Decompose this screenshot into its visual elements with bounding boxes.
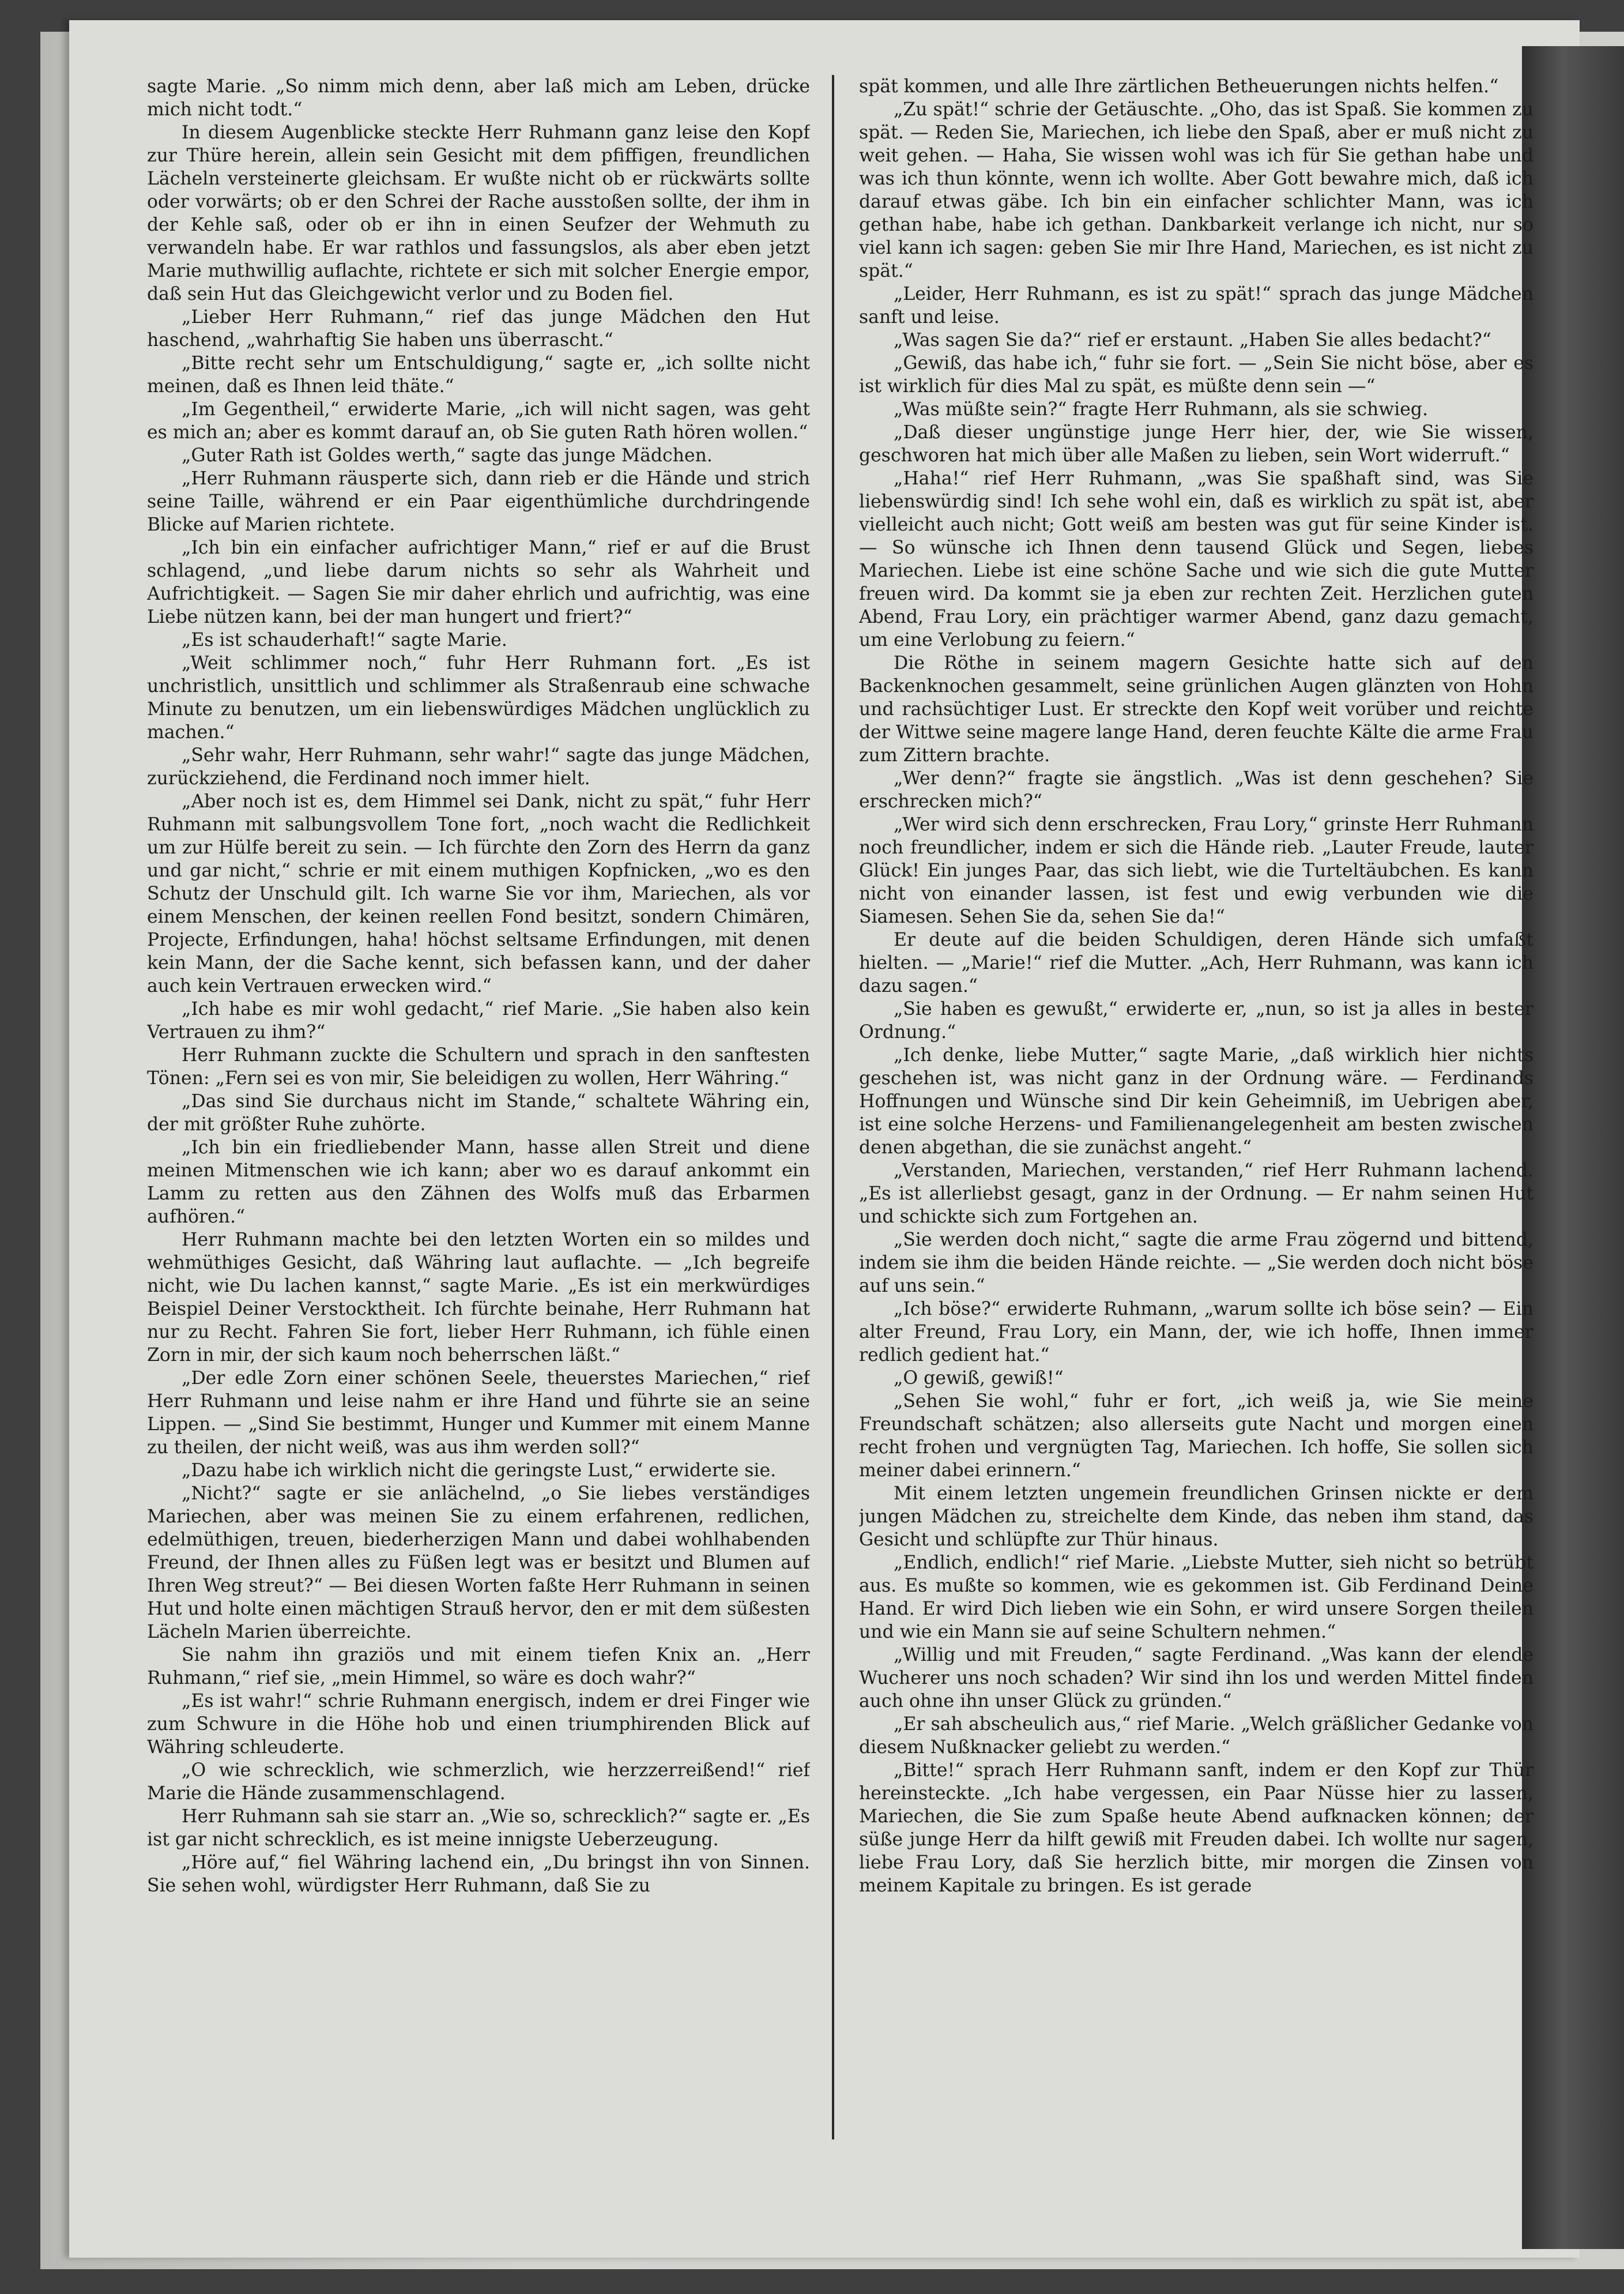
paragraph: „Leider, Herr Ruhmann, es ist zu spät!“ sprach das junge Mädchen sanft und leise. (859, 284, 1533, 328)
paragraph: „Er sah abscheulich aus,“ rief Marie. „Welch gräßlicher Gedanke von diesem Nußknacker geliebt zu werden.“ (859, 1714, 1533, 1758)
paragraph: „Bitte recht sehr um Entschuldigung,“ sagte er, „ich sollte nicht meinen, daß es Ihnen leid thäte.“ (147, 353, 810, 397)
paragraph: „Ich habe es mir wohl gedacht,“ rief Marie. „Sie haben also kein Vertrauen zu ihm?“ (147, 999, 810, 1043)
paragraph: In diesem Augenblicke steckte Herr Ruhmann ganz leise den Kopf zur Thüre herein, allein sein Gesicht mit dem pfiffigen, freundlichen Lächeln versteinerte gleichsam. Er wußte nicht ob er rückwärts sollte oder vorwärts; ob er den Schrei der Rache ausstoßen sollte, der ihm in der Kehle saß, oder ob er ihn in einen Seufzer der Wehmuth zu verwandeln habe. Er war rathlos und fassungslos, als aber eben jetzt Marie muthwillig auflachte, richtete er sich mit solcher Energie empor, daß sein Hut das Gleichgewicht verlor und zu Boden fiel. (147, 122, 810, 304)
paragraph: sagte Marie. „So nimm mich denn, aber laß mich am Leben, drücke mich nicht todt.“ (147, 76, 810, 120)
paragraph: „Sehr wahr, Herr Ruhmann, sehr wahr!“ sagte das junge Mädchen, zurückziehend, die Ferdinand noch immer hielt. (147, 745, 810, 789)
paragraph: „Guter Rath ist Goldes werth,“ sagte das junge Mädchen. (182, 445, 713, 466)
paragraph: „Das sind Sie durchaus nicht im Stande,“ schaltete Währing ein, der mit größter Ruhe zuhörte. (147, 1091, 810, 1135)
paragraph: „Sie werden doch nicht,“ sagte die arme Frau zögernd und bittend, indem sie ihm die beiden Hände reichte. — „Sie werden doch nicht böse auf uns sein.“ (859, 1229, 1533, 1296)
paragraph: „Willig und mit Freuden,“ sagte Ferdinand. „Was kann der elende Wucherer uns noch schaden? Wir sind ihn los und werden Mittel finden auch ohne ihn unser Glück zu gründen.“ (859, 1645, 1533, 1712)
paragraph: „Es ist schauderhaft!“ sagte Marie. (182, 630, 507, 650)
paragraph: „Dazu habe ich wirklich nicht die geringste Lust,“ erwiderte sie. (182, 1460, 777, 1481)
paragraph: „Im Gegentheil,“ erwiderte Marie, „ich will nicht sagen, was geht es mich an; aber es kommt darauf an, ob Sie guten Rath hören wollen.“ (147, 399, 810, 443)
paragraph: „Haha!“ rief Herr Ruhmann, „was Sie spaßhaft sind, was Sie liebenswürdig sind! Ich sehe wohl ein, daß es wirklich zu spät ist, aber vielleicht auch nicht; Gott weiß am besten was gut für seine Kinder ist. — So wünsche ich Ihnen denn tausend Glück und Segen, liebes Mariechen. Liebe ist eine schöne Sache und wie sich die gute Mutter freuen wird. Da kommt sie ja eben zur rechten Zeit. Herzlichen guten Abend, Frau Lory, ein prächtiger warmer Abend, ganz dazu gemacht, um eine Verlobung zu feiern.“ (859, 468, 1533, 650)
paragraph: „Wer denn?“ fragte sie ängstlich. „Was ist denn geschehen? Sie erschrecken mich?“ (859, 768, 1533, 812)
paragraph: „O gewiß, gewiß!“ (894, 1368, 1064, 1389)
paragraph: „Ich bin ein einfacher aufrichtiger Mann,“ rief er auf die Brust schlagend, „und liebe darum nichts so sehr als Wahrheit und Aufrichtigkeit. — Sagen Sie mir daher ehrlich und aufrichtig, was eine Liebe nützen kann, bei der man hungert und friert?“ (147, 537, 810, 627)
paragraph: Sie nahm ihn graziös und mit einem tiefen Knix an. „Herr Ruhmann,“ rief sie, „mein Himmel, so wäre es doch wahr?“ (147, 1645, 810, 1688)
paragraph: spät kommen, und alle Ihre zärtlichen Betheuerungen nichts helfen.“ (859, 76, 1499, 97)
paragraph: „Aber noch ist es, dem Himmel sei Dank, nicht zu spät,“ fuhr Herr Ruhmann mit salbungsvollem Tone fort, „noch wacht die Redlichkeit um zur Hülfe bereit zu sein. — Ich fürchte den Zorn des Herrn da ganz und gar nicht,“ schrie er mit einem muthigen Kopfnicken, „wo es den Schutz der Unschuld gilt. Ich warne Sie vor ihm, Mariechen, als vor einem Menschen, der keinen reellen Fond besitzt, sondern Chimären, Projecte, Erfindungen, haha! höchst seltsame Erfindungen, mit denen kein Mann, der die Sache kennt, sich befassen kann, und der daher auch kein Vertrauen erwecken wird.“ (147, 791, 810, 996)
left-column (147, 75, 810, 2209)
paragraph: „Lieber Herr Ruhmann,“ rief das junge Mädchen den Hut haschend, „wahrhaftig Sie haben uns überrascht.“ (147, 307, 810, 351)
book-spine (1522, 46, 1624, 2249)
paragraph: Herr Ruhmann zuckte die Schultern und sprach in den sanftesten Tönen: „Fern sei es von mir, Sie beleidigen zu wollen, Herr Währing.“ (147, 1045, 810, 1089)
right-column (859, 75, 1533, 2209)
paragraph: „Ich bin ein friedliebender Mann, hasse allen Streit und diene meinen Mitmenschen wie ich kann; aber wo es darauf ankommt ein Lamm zu retten aus den Zähnen des Wolfs muß das Erbarmen aufhören.“ (147, 1137, 810, 1227)
paragraph: „Daß dieser ungünstige junge Herr hier, der, wie Sie wissen, geschworen hat mich über alle Maßen zu lieben, sein Wort widerruft.“ (859, 422, 1533, 466)
paragraph: Mit einem letzten ungemein freundlichen Grinsen nickte er dem jungen Mädchen zu, streichelte dem Kinde, das neben ihm stand, das Gesicht und schlüpfte zur Thür hinaus. (859, 1483, 1533, 1550)
paragraph: „Wer wird sich denn erschrecken, Frau Lory,“ grinste Herr Ruhmann noch freundlicher, indem er sich die Hände rieb. „Lauter Freude, lauter Glück! Ein junges Paar, das sich liebt, wie die Turteltäubchen. Es kann nicht von einander lassen, ist fest und ewig verbunden wie die Siamesen. Sehen Sie da, sehen Sie da!“ (859, 814, 1533, 927)
column-divider (832, 75, 834, 2139)
paragraph: „Ich denke, liebe Mutter,“ sagte Marie, „daß wirklich hier nichts geschehen ist, was nicht ganz in der Ordnung wäre. — Ferdinands Hoffnungen und Wünsche sind Dir kein Geheimniß, im Uebrigen aber, ist eine solche Herzens- und Familienangelegenheit am besten zwischen denen abgethan, die sie zunächst angeht.“ (859, 1045, 1533, 1158)
paragraph: „Herr Ruhmann räusperte sich, dann rieb er die Hände und strich seine Taille, während er ein Paar eigenthümliche durchdringende Blicke auf Marien richtete. (147, 468, 810, 535)
paragraph: „Endlich, endlich!“ rief Marie. „Liebste Mutter, sieh nicht so betrübt aus. Es mußte so kommen, wie es gekommen ist. Gib Ferdinand Deine Hand. Er wird Dich lieben wie ein Sohn, er wird unsere Sorgen theilen und wie ein Mann sie auf seine Schultern nehmen.“ (859, 1552, 1533, 1642)
paragraph: „Es ist wahr!“ schrie Ruhmann energisch, indem er drei Finger wie zum Schwure in die Höhe hob und einen triumphirenden Blick auf Währing schleuderte. (147, 1691, 810, 1758)
paragraph: „Höre auf,“ fiel Währing lachend ein, „Du bringst ihn von Sinnen. Sie sehen wohl, würdigster Herr Ruhmann, daß Sie zu (147, 1852, 810, 1896)
paragraph: „O wie schrecklich, wie schmerzlich, wie herzzerreißend!“ rief Marie die Hände zusammenschlagend. (147, 1760, 810, 1804)
paragraph: „Was sagen Sie da?“ rief er erstaunt. „Haben Sie alles bedacht?“ (894, 330, 1491, 351)
paragraph: Die Röthe in seinem magern Gesichte hatte sich auf den Backenknochen gesammelt, seine grünlichen Augen glänzten von Hohn und rachsüchtiger Lust. Er streckte den Kopf weit vorüber und reichte der Wittwe seine magere lange Hand, deren feuchte Kälte die arme Frau zum Zittern brachte. (859, 653, 1533, 766)
paragraph: „Nicht?“ sagte er sie anlächelnd, „o Sie liebes verständiges Mariechen, aber was meinen Sie zu einem erfahrenen, redlichen, edelmüthigen, treuen, biederherzigen Mann und dabei wohlhabenden Freund, der Ihnen alles zu Füßen legt was er besitzt und Blumen auf Ihren Weg streut?“ — Bei diesen Worten faßte Herr Ruhmann in seinen Hut und holte einen mächtigen Strauß hervor, den er mit dem süßesten Lächeln Marien überreichte. (147, 1483, 810, 1642)
paragraph: „Gewiß, das habe ich,“ fuhr sie fort. — „Sein Sie nicht böse, aber es ist wirklich für dies Mal zu spät, es müßte denn sein —“ (859, 353, 1533, 397)
paragraph: Herr Ruhmann sah sie starr an. „Wie so, schrecklich?“ sagte er. „Es ist gar nicht schrecklich, es ist meine innigste Ueberzeugung. (147, 1806, 810, 1850)
paragraph: Er deute auf die beiden Schuldigen, deren Hände sich umfaßt hielten. — „Marie!“ rief die Mutter. „Ach, Herr Ruhmann, was kann ich dazu sagen.“ (859, 930, 1533, 996)
paragraph: „Was müßte sein?“ fragte Herr Ruhmann, als sie schwieg. (894, 399, 1429, 420)
paragraph: Herr Ruhmann machte bei den letzten Worten ein so mildes und wehmüthiges Gesicht, daß Währing laut auflachte. — „Ich begreife nicht, wie Du lachen kannst,“ sagte Marie. „Es ist ein merkwürdiges Beispiel Deiner Verstocktheit. Ich fürchte beinahe, Herr Ruhmann hat nur zu Recht. Fahren Sie fort, lieber Herr Ruhmann, ich fühle einen Zorn in mir, der sich kaum noch beherrschen läßt.“ (147, 1229, 810, 1366)
paragraph: „Verstanden, Mariechen, verstanden,“ rief Herr Ruhmann lachend. „Es ist allerliebst gesagt, ganz in der Ordnung. — Er nahm seinen Hut und schickte sich zum Fortgehen an. (859, 1160, 1533, 1227)
paragraph: „Zu spät!“ schrie der Getäuschte. „Oho, das ist Spaß. Sie kommen zu spät. — Reden Sie, Mariechen, ich liebe den Spaß, aber er muß nicht zu weit gehen. — Haha, Sie wissen wohl was ich für Sie gethan habe und was ich thun könnte, wenn ich wollte. Aber Gott bewahre mich, daß ich darauf etwas gäbe. Ich bin ein einfacher schlichter Mann, was ich gethan habe, habe ich gethan. Dankbarkeit verlange ich nicht, nur so viel kann ich sagen: geben Sie mir Ihre Hand, Mariechen, es ist nicht zu spät.“ (859, 99, 1533, 281)
paragraph: „Bitte!“ sprach Herr Ruhmann sanft, indem er den Kopf zur Thür hereinsteckte. „Ich habe vergessen, ein Paar Nüsse hier zu lassen, Mariechen, die Sie zum Spaße heute Abend aufknacken können; der süße junge Herr da hilft gewiß mit Freuden dabei. Ich wollte nur sagen, liebe Frau Lory, daß Sie herzlich bitte, mir morgen die Zinsen von meinem Kapitale zu bringen. Es ist gerade (859, 1760, 1533, 1896)
paragraph: „Sie haben es gewußt,“ erwiderte er, „nun, so ist ja alles in bester Ordnung.“ (859, 999, 1533, 1043)
paragraph: „Weit schlimmer noch,“ fuhr Herr Ruhmann fort. „Es ist unchristlich, unsittlich und schlimmer als Straßenraub eine schwache Minute zu benutzen, um ein liebenswürdiges Mädchen unglücklich zu machen.“ (147, 653, 810, 743)
paragraph: „Ich böse?“ erwiderte Ruhmann, „warum sollte ich böse sein? — Ein alter Freund, Frau Lory, ein Mann, der, wie ich hoffe, Ihnen immer redlich gedient hat.“ (859, 1299, 1533, 1366)
paragraph: „Der edle Zorn einer schönen Seele, theuerstes Mariechen,“ rief Herr Ruhmann und leise nahm er ihre Hand und führte sie an seine Lippen. — „Sind Sie bestimmt, Hunger und Kummer mit einem Manne zu theilen, der nicht weiß, was aus ihm werden soll?“ (147, 1368, 810, 1458)
paragraph: „Sehen Sie wohl,“ fuhr er fort, „ich weiß ja, wie Sie meine Freundschaft schätzen; also allerseits gute Nacht und morgen einen recht frohen und vergnügten Tag, Mariechen. Ich hoffe, Sie sollen sich meiner dabei erinnern.“ (859, 1391, 1533, 1481)
